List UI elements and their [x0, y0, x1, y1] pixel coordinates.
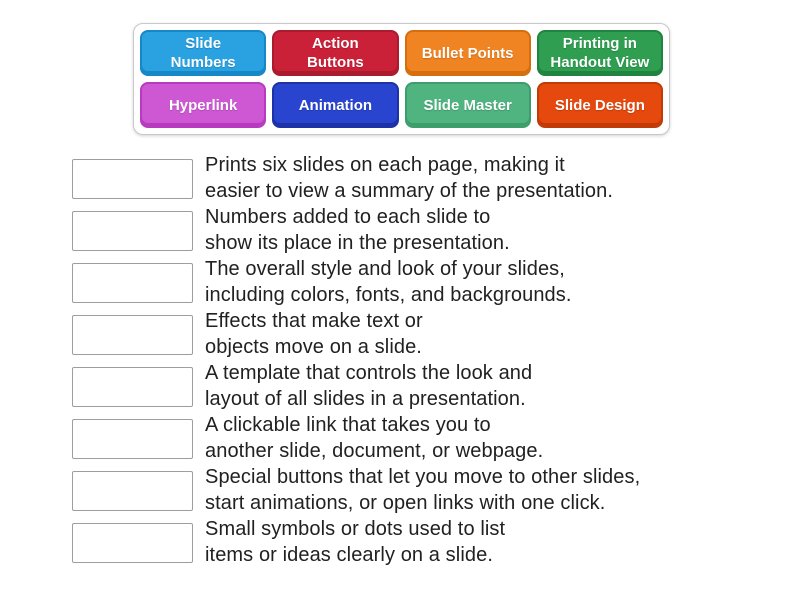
- definition-text: [205, 516, 505, 568]
- definition-line: A clickable link that takes you to: [205, 414, 491, 436]
- tile-label: Bullet Points: [421, 44, 514, 62]
- definition-text: [205, 256, 572, 308]
- match-row: [0, 308, 800, 360]
- answer-drop-slot[interactable]: [72, 211, 193, 251]
- tile-hyperlink[interactable]: [140, 82, 266, 128]
- tile-label: Slide Design: [554, 96, 645, 114]
- definition-text: [205, 308, 423, 360]
- definition-line: start animations, or open links with one click.: [205, 492, 606, 514]
- match-row: [0, 204, 800, 256]
- definition-text: [205, 464, 640, 516]
- match-row: [0, 152, 800, 204]
- tile-label: Action Buttons: [307, 35, 364, 71]
- definition-text: [205, 152, 613, 204]
- definition-line: Small symbols or dots used to list: [205, 518, 506, 540]
- definition-line: Numbers added to each slide to: [205, 206, 491, 228]
- definition-line: easier to view a summary of the presentation.: [205, 180, 614, 202]
- tile-label: Hyperlink: [168, 96, 238, 114]
- match-row: [0, 516, 800, 568]
- tile-slide-master[interactable]: [405, 82, 531, 128]
- tile-label: Printing in Handout View: [550, 35, 650, 71]
- answer-drop-slot[interactable]: [72, 367, 193, 407]
- definition-line: show its place in the presentation.: [205, 232, 510, 254]
- keyword-tile-panel: [133, 23, 670, 135]
- answer-drop-slot[interactable]: [72, 471, 193, 511]
- tile-bullet-points[interactable]: [405, 30, 531, 76]
- tile-label: Animation: [298, 96, 373, 114]
- match-row: [0, 464, 800, 516]
- answer-drop-slot[interactable]: [72, 523, 193, 563]
- match-list: [0, 152, 800, 568]
- tile-printing-in-handout-view[interactable]: [537, 30, 663, 76]
- definition-line: A template that controls the look and: [205, 362, 533, 384]
- definition-line: The overall style and look of your slides,: [205, 258, 565, 280]
- definition-text: [205, 412, 543, 464]
- definition-line: objects move on a slide.: [205, 336, 422, 358]
- match-row: [0, 256, 800, 308]
- definition-line: Effects that make text or: [205, 310, 423, 332]
- definition-line: Special buttons that let you move to other slides,: [205, 466, 641, 488]
- answer-drop-slot[interactable]: [72, 315, 193, 355]
- definition-text: [205, 204, 510, 256]
- tile-slide-numbers[interactable]: [140, 30, 266, 76]
- answer-drop-slot[interactable]: [72, 419, 193, 459]
- definition-line: layout of all slides in a presentation.: [205, 388, 526, 410]
- answer-drop-slot[interactable]: [72, 263, 193, 303]
- answer-drop-slot[interactable]: [72, 159, 193, 199]
- definition-text: [205, 360, 532, 412]
- tile-label: Slide Numbers: [170, 35, 236, 71]
- definition-line: another slide, document, or webpage.: [205, 440, 544, 462]
- tile-slide-design[interactable]: [537, 82, 663, 128]
- definition-line: Prints six slides on each page, making it: [205, 154, 565, 176]
- definition-line: items or ideas clearly on a slide.: [205, 544, 493, 566]
- match-row: [0, 412, 800, 464]
- tile-animation[interactable]: [272, 82, 398, 128]
- definition-line: including colors, fonts, and backgrounds.: [205, 284, 572, 306]
- match-row: [0, 360, 800, 412]
- tile-label: Slide Master: [423, 96, 512, 114]
- tile-action-buttons[interactable]: [272, 30, 398, 76]
